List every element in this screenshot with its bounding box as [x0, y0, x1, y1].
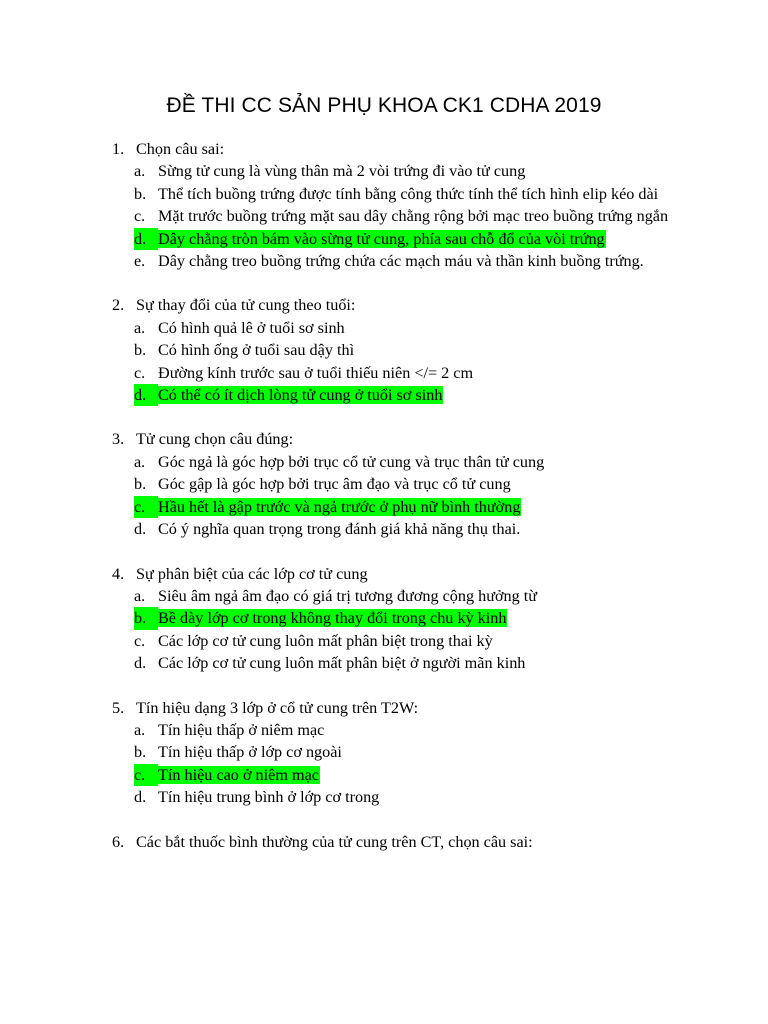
answer-option — [134, 205, 692, 227]
option-text: Mặt trước buồng trứng mặt sau dây chằng rộng bởi mạc treo buồng trứng ngắn — [158, 207, 669, 226]
option-text-wrap — [158, 160, 692, 182]
question-4 — [112, 563, 692, 675]
option-text: Thể tích buồng trứng được tính bằng công thức tính thể tích hình elip kéo dài — [158, 184, 659, 203]
option-text-wrap — [158, 764, 692, 786]
option-text-wrap — [158, 384, 692, 406]
option-text: Tín hiệu cao ở niêm mạc — [158, 765, 319, 784]
answer-option — [134, 630, 692, 652]
question-5 — [112, 697, 692, 809]
question-2 — [112, 294, 692, 406]
option-text: Bề dày lớp cơ trong không thay đổi trong chu kỳ kinh — [158, 609, 507, 628]
question-stem — [112, 697, 692, 719]
question-text: Các bắt thuốc bình thường của tử cung trên CT, chọn câu sai: — [136, 832, 533, 851]
question-stem — [112, 138, 692, 160]
option-text: Đường kính trước sau ở tuổi thiếu niên </= 2 cm — [158, 363, 474, 382]
option-text-wrap — [158, 339, 692, 361]
option-letter: c. — [134, 631, 146, 650]
option-text-wrap — [158, 652, 692, 674]
option-letter: a. — [134, 586, 146, 605]
answer-option — [134, 451, 692, 473]
option-text: Tín hiệu thấp ở niêm mạc — [158, 720, 325, 739]
option-text: Tín hiệu trung bình ở lớp cơ trong — [158, 788, 380, 807]
question-text: Chọn câu sai: — [136, 140, 225, 158]
option-letter: c. — [134, 496, 158, 518]
option-letter: d. — [134, 384, 158, 406]
question-stem — [112, 428, 692, 450]
question-text: Sự thay đổi của tử cung theo tuổi: — [136, 296, 356, 315]
option-list — [134, 160, 692, 272]
answer-option — [134, 250, 692, 272]
option-letter: b. — [134, 607, 158, 629]
option-list — [134, 451, 692, 541]
option-list — [134, 719, 692, 809]
answer-option-highlighted — [134, 496, 692, 518]
answer-option — [134, 741, 692, 763]
option-text: Các lớp cơ tử cung luôn mất phân biệt ở người mãn kinh — [158, 654, 526, 673]
answer-option — [134, 183, 692, 205]
answer-option — [134, 652, 692, 674]
option-text: Dây chằng treo buồng trứng chứa các mạch máu và thần kinh buồng trứng. — [158, 252, 644, 271]
question-stem — [112, 563, 692, 585]
option-text-wrap — [158, 205, 692, 227]
question-1 — [112, 138, 692, 272]
option-text: Siêu âm ngả âm đạo có giá trị tương đương cộng hưởng từ — [158, 586, 538, 605]
answer-option-highlighted — [134, 607, 692, 629]
option-text-wrap — [158, 183, 692, 205]
answer-option — [134, 317, 692, 339]
document-title: ĐỀ THI CC SẢN PHỤ KHOA CK1 CDHA 2019 — [166, 94, 602, 117]
option-text-wrap — [158, 518, 692, 540]
answer-option — [134, 518, 692, 540]
option-letter: b. — [134, 341, 147, 360]
option-text: Góc ngả là góc hợp bởi trục cổ tử cung và trục thân tử cung — [158, 452, 545, 471]
question-6 — [112, 831, 692, 853]
option-letter: d. — [134, 788, 147, 807]
question-number: 5. — [112, 698, 125, 717]
option-text: Có ý nghĩa quan trọng trong đánh giá khả năng thụ thai. — [158, 520, 521, 539]
option-letter: a. — [134, 162, 146, 181]
option-text-wrap — [158, 317, 692, 339]
answer-option — [134, 585, 692, 607]
answer-option — [134, 786, 692, 808]
question-3 — [112, 428, 692, 540]
option-letter: a. — [134, 720, 146, 739]
question-text: Tử cung chọn câu đúng: — [136, 430, 294, 449]
answer-option — [134, 473, 692, 495]
question-number: 3. — [112, 430, 125, 449]
question-stem — [112, 831, 692, 853]
option-letter: e. — [134, 252, 146, 271]
question-stem — [112, 294, 692, 316]
option-text: Tín hiệu thấp ở lớp cơ ngoài — [158, 743, 342, 762]
option-text-wrap — [158, 451, 692, 473]
question-number: 6. — [112, 832, 125, 851]
question-list — [112, 138, 692, 875]
answer-option-highlighted — [134, 764, 692, 786]
option-text-wrap — [158, 786, 692, 808]
option-text: Có thể có ít dịch lòng tử cung ở tuổi sơ sinh — [158, 386, 443, 405]
answer-option — [134, 362, 692, 384]
option-text: Có hình ống ở tuổi sau dậy thì — [158, 341, 355, 360]
option-letter: a. — [134, 318, 146, 337]
option-text: Dây chằng tròn bám vào sừng tử cung, phía sau chỗ đổ của vòi trứng — [158, 229, 605, 248]
option-letter: b. — [134, 743, 147, 762]
option-list — [134, 585, 692, 675]
question-number: 4. — [112, 564, 125, 583]
question-number: 1. — [112, 140, 125, 158]
option-text-wrap — [158, 585, 692, 607]
option-text: Góc gập là góc hợp bởi trục âm đạo và trục cổ tử cung — [158, 475, 511, 494]
option-letter: b. — [134, 184, 147, 203]
option-text-wrap — [158, 607, 692, 629]
option-text-wrap — [158, 362, 692, 384]
option-text-wrap — [158, 496, 692, 518]
option-letter: d. — [134, 228, 158, 250]
answer-option — [134, 160, 692, 182]
option-text-wrap — [158, 630, 692, 652]
option-letter: c. — [134, 363, 146, 382]
question-number: 2. — [112, 296, 125, 315]
option-text: Hầu hết là gập trước và ngả trước ở phụ nữ bình thường — [158, 497, 521, 516]
answer-option — [134, 719, 692, 741]
option-text: Có hình quả lê ở tuổi sơ sinh — [158, 318, 345, 337]
option-letter: d. — [134, 654, 147, 673]
option-text-wrap — [158, 250, 692, 272]
option-text-wrap — [158, 473, 692, 495]
option-letter: c. — [134, 207, 146, 226]
answer-option-highlighted — [134, 228, 692, 250]
option-list — [134, 317, 692, 407]
option-text: Các lớp cơ tử cung luôn mất phân biệt trong thai kỳ — [158, 631, 493, 650]
option-letter: a. — [134, 452, 146, 471]
option-text-wrap — [158, 228, 692, 250]
option-letter: c. — [134, 764, 158, 786]
option-text-wrap — [158, 719, 692, 741]
option-text-wrap — [158, 741, 692, 763]
answer-option-highlighted — [134, 384, 692, 406]
question-text: Tín hiệu dạng 3 lớp ở cổ tử cung trên T2W: — [136, 698, 419, 717]
answer-option — [134, 339, 692, 361]
question-text: Sự phân biệt của các lớp cơ tử cung — [136, 564, 368, 583]
option-letter: d. — [134, 520, 147, 539]
option-letter: b. — [134, 475, 147, 494]
option-text: Sừng tử cung là vùng thân mà 2 vòi trứng đi vào tử cung — [158, 162, 526, 181]
